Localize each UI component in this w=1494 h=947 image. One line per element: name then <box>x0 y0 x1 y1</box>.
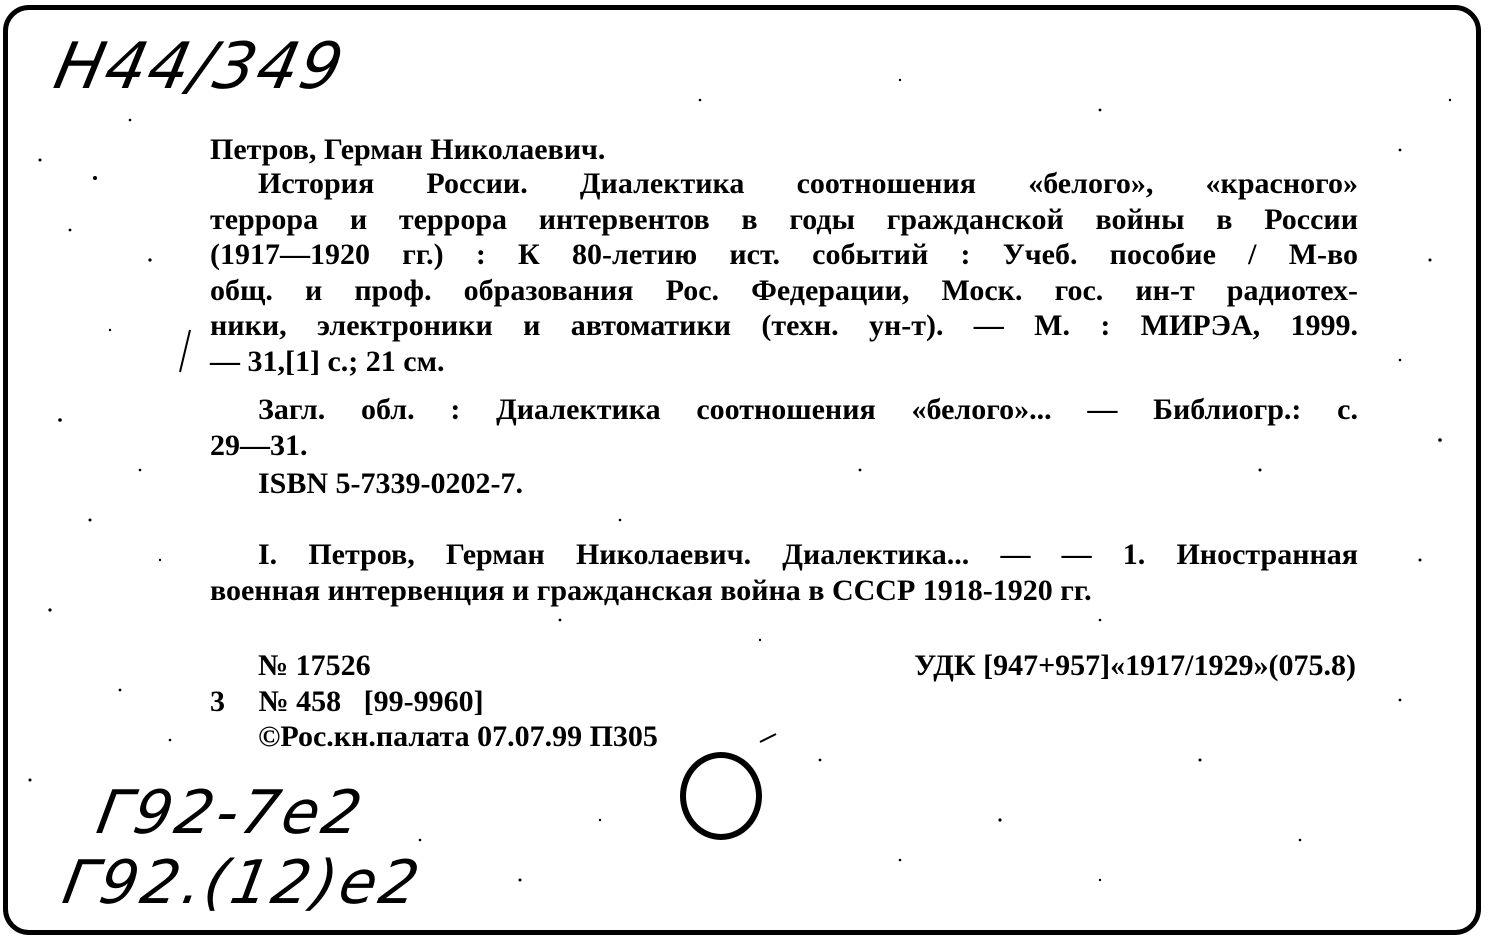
isbn-line: ISBN 5-7339-0202-7. <box>258 467 524 500</box>
book-chamber-line: ©Рос.кн.палата 07.07.99 П305 <box>258 720 658 753</box>
record-number-2: № 458 [99-9960] <box>258 684 484 718</box>
udk-code: УДК [947+957]«1917/1929»(075.8) <box>914 649 1356 682</box>
hole-circle-mark <box>680 752 762 840</box>
description-line: общ. и проф. образования Рос. Федерации, Моск. гос. ин-т радиотех- <box>210 273 1358 307</box>
note-line: Загл. обл. : Диалектика соотношения «белого»... — Библиогр.: с. <box>258 393 1358 426</box>
tracing-line: военная интервенция и гражданская война в СССР 1918-1920 гг. <box>210 573 1092 607</box>
description-line: (1917—1920 гг.) : К 80-летию ист. событий : Учеб. пособие / М-во <box>210 238 1358 271</box>
isbn-block <box>210 466 1358 502</box>
handwritten-shelfmark: Н44/349 <box>48 30 352 104</box>
handwritten-class-1: Г92-7е2 <box>91 778 370 848</box>
tracings-block <box>210 537 1358 608</box>
notes-block <box>210 392 1358 463</box>
description-line: террора и террора интервентов в годы гражданской войны в России <box>210 202 1358 236</box>
description-line: История России. Диалектика соотношения «белого», «красного» <box>258 167 1358 200</box>
author-heading <box>210 132 1358 168</box>
tracing-line: I. Петров, Герман Николаевич. Диалектика... — — 1. Иностранная <box>258 538 1358 571</box>
record-number-row <box>210 684 658 720</box>
registration-numbers <box>210 648 658 755</box>
prefix-digit: 3 <box>210 684 225 718</box>
note-line: 29—31. <box>210 428 308 462</box>
handwritten-class-2: Г92.(12)е2 <box>57 848 428 918</box>
description-line: — 31,[1] с.; 21 см. <box>210 344 445 378</box>
bibliographic-description <box>210 166 1358 379</box>
author-line: Петров, Герман Николаевич. <box>210 133 606 166</box>
record-number: № 17526 <box>258 649 371 682</box>
description-line: ники, электроники и автоматики (техн. ун-т). — М. : МИРЭА, 1999. <box>210 309 1358 342</box>
